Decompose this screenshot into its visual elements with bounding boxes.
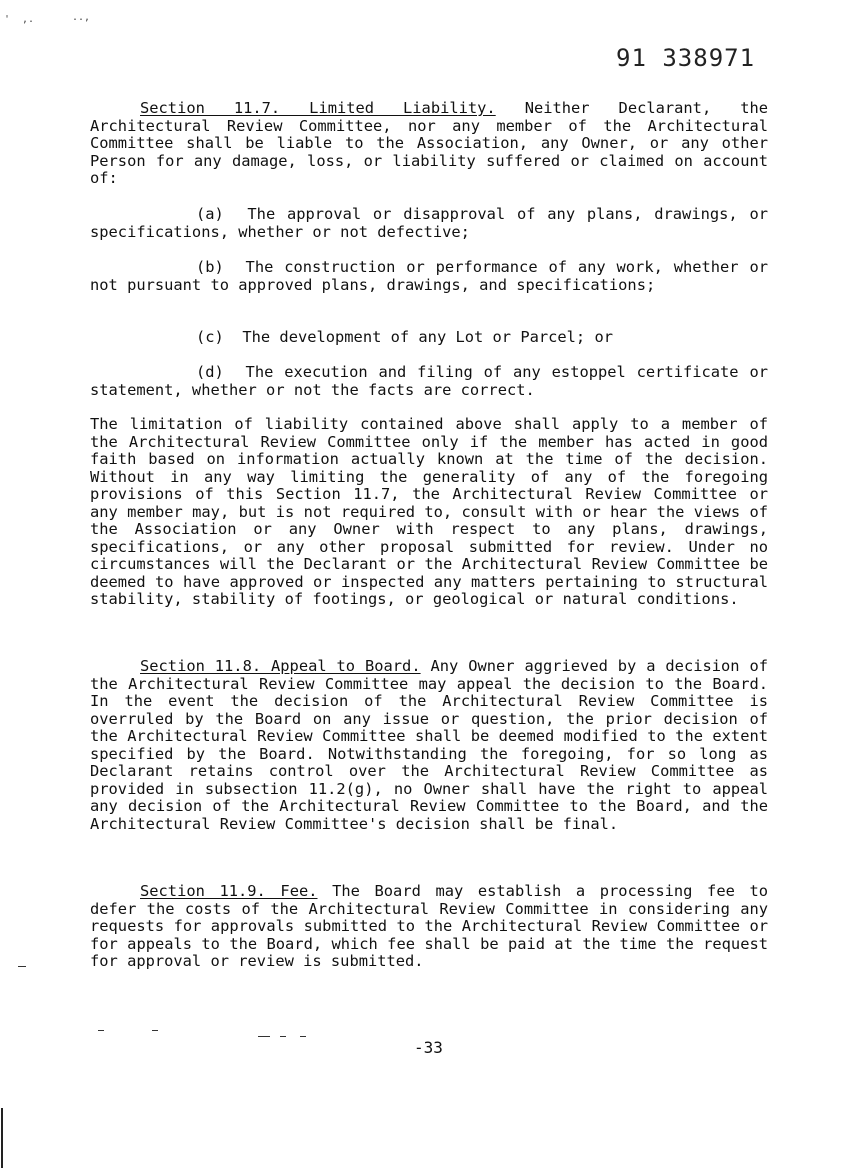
list-item-label: (d) bbox=[196, 363, 224, 381]
document-number: 91 338971 bbox=[616, 44, 756, 72]
section-11-8-heading: Section 11.8. Appeal to Board. bbox=[140, 657, 421, 675]
list-item-b bbox=[90, 259, 768, 294]
scan-mark bbox=[152, 1030, 158, 1031]
section-11-7-heading: Section 11.7. Limited Liability. bbox=[140, 99, 496, 117]
list-item-label: (c) bbox=[196, 328, 224, 346]
section-11-7-text: Neither Declarant, the Architectural Review Committee, nor any member of the Architectural Committee shall be liable to the Association, any Owner, or any other Person for any damage, loss, or liability suffered or claimed on account of: bbox=[90, 99, 768, 187]
list-item-label: (b) bbox=[196, 258, 224, 276]
limitation-paragraph: The limitation of liability contained above shall apply to a member of the Architectural Review Committee only if the member has acted in good faith based on information actually known at the time of the decision. Without in any way limiting the generality of any of the foregoing provisions of this Section 11.7, the Architectural Review Committee or any member may, but is not required to, consult with or hear the views of the Association or any Owner with respect to any plans, drawings, specifications, or any other proposal submitted for review. Under no circumstances will the Declarant or the Architectural Review Committee be deemed to have approved or inspected any matters pertaining to structural stability, stability of footings, or geological or natural conditions. bbox=[90, 415, 768, 608]
section-11-8-text: Any Owner aggrieved by a decision of the Architectural Review Committee may appeal the decision to the Board. In the event the decision of the Architectural Review Committee is overruled by the Board on any issue or question, the prior decision of the Architectural Review Committee shall be deemed modified to the extent specified by the Board. Notwithstanding the foregoing, for so long as Declarant retains control over the Architectural Review Committee as provided in subsection 11.2(g), no Owner shall have the right to appeal any decision of the Architectural Review Committee to the Board, and the Architectural Review Committee's decision shall be final. bbox=[90, 657, 768, 833]
list-item-text: The execution and filing of any estoppel certificate or statement, whether or not the facts are correct. bbox=[90, 363, 768, 399]
scan-mark bbox=[300, 1036, 306, 1037]
scan-speck: .., bbox=[72, 12, 91, 23]
scan-mark bbox=[258, 1036, 270, 1037]
section-11-9-text: The Board may establish a processing fee to defer the costs of the Architectural Review Committee in considering any requests for approvals submitted to the Architectural Review Committee or for appeals to the Board, which fee shall be paid at the time the request for approval or review is submitted. bbox=[90, 882, 769, 970]
scan-speck: ,. bbox=[22, 14, 35, 25]
list-item-text: The approval or disapproval of any plans, drawings, or specifications, whether or not defective; bbox=[90, 205, 768, 241]
list-item-text: The construction or performance of any work, whether or not pursuant to approved plans, drawings, and specifications; bbox=[90, 258, 768, 294]
list-item-label: (a) bbox=[196, 205, 224, 223]
list-item-text: The development of any Lot or Parcel; or bbox=[242, 328, 613, 346]
section-11-8 bbox=[90, 658, 768, 833]
scan-mark bbox=[98, 1030, 104, 1031]
scan-mark bbox=[280, 1036, 286, 1037]
section-11-9 bbox=[90, 883, 768, 971]
scan-edge bbox=[1, 1108, 3, 1168]
scan-speck: ' bbox=[4, 14, 11, 25]
scan-mark bbox=[18, 966, 26, 967]
list-item-c bbox=[90, 329, 768, 347]
list-item-a bbox=[90, 206, 768, 241]
section-11-9-heading: Section 11.9. Fee. bbox=[140, 882, 318, 900]
list-item-d bbox=[90, 364, 768, 399]
page-number: -33 bbox=[414, 1038, 443, 1057]
section-11-7 bbox=[90, 100, 768, 188]
